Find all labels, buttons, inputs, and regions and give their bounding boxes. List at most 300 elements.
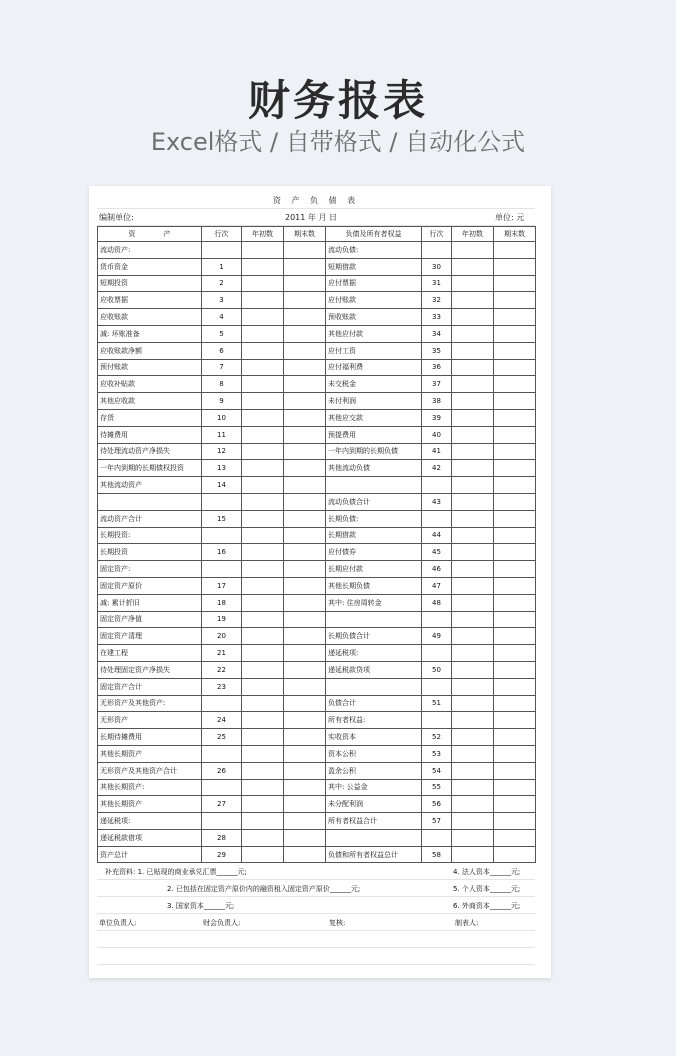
- supp-line-6: 6. 外商资本______元;: [453, 902, 521, 911]
- supp-line-5: 5. 个人资本______元;: [453, 885, 521, 894]
- liability-opening-cell: [452, 258, 494, 275]
- asset-item: 流动资产合计: [98, 510, 202, 527]
- liability-closing-cell: [494, 678, 536, 695]
- liability-closing-cell: [494, 695, 536, 712]
- liability-item: 其他流动负债: [326, 460, 422, 477]
- report-date: 2011 年 月 日: [285, 213, 337, 222]
- liability-line-no: 30: [422, 258, 452, 275]
- asset-closing-cell: [284, 796, 326, 813]
- liability-line-no: 57: [422, 813, 452, 830]
- asset-item: 其他长期资产:: [98, 779, 202, 796]
- asset-opening-cell: [242, 796, 284, 813]
- liability-item: [326, 611, 422, 628]
- asset-closing-cell: [284, 477, 326, 494]
- hero-title: 财务报表: [247, 76, 428, 125]
- asset-line-no: 22: [202, 661, 242, 678]
- asset-line-no: 9: [202, 393, 242, 410]
- table-row: [98, 645, 536, 662]
- asset-line-no: [202, 493, 242, 510]
- liability-closing-cell: [494, 661, 536, 678]
- asset-line-no: 28: [202, 829, 242, 846]
- liability-line-no: [422, 678, 452, 695]
- hero-subtitle: Excel格式 / 自带格式 / 自动化公式: [150, 128, 526, 156]
- liability-item: 长期负债:: [326, 510, 422, 527]
- signature-preparer: 制表人:: [455, 919, 479, 928]
- asset-item: 其他长期资产: [98, 745, 202, 762]
- liability-item: 递延税款贷项: [326, 661, 422, 678]
- liability-line-no: [422, 477, 452, 494]
- asset-item: 无形资产及其他资产合计: [98, 762, 202, 779]
- table-header-row: [98, 227, 536, 242]
- asset-line-no: 5: [202, 325, 242, 342]
- header-line-no-right: 行次: [422, 227, 452, 242]
- liability-item: [326, 678, 422, 695]
- liability-closing-cell: [494, 762, 536, 779]
- asset-item: 其他流动资产: [98, 477, 202, 494]
- liability-opening-cell: [452, 729, 494, 746]
- asset-closing-cell: [284, 779, 326, 796]
- spreadsheet-preview: [89, 186, 551, 978]
- asset-line-no: 17: [202, 577, 242, 594]
- asset-closing-cell: [284, 762, 326, 779]
- header-liabilities: 负债及所有者权益: [326, 227, 422, 242]
- asset-opening-cell: [242, 443, 284, 460]
- liability-item: [326, 829, 422, 846]
- liability-line-no: 39: [422, 409, 452, 426]
- supplementary-info: [97, 863, 535, 965]
- asset-closing-cell: [284, 325, 326, 342]
- table-row: [98, 426, 536, 443]
- signature-unit-head: 单位负责人:: [99, 919, 137, 928]
- asset-item: 资产总计: [98, 846, 202, 863]
- asset-closing-cell: [284, 661, 326, 678]
- liability-item: 负债合计: [326, 695, 422, 712]
- asset-line-no: 16: [202, 544, 242, 561]
- table-row: [98, 544, 536, 561]
- asset-line-no: 23: [202, 678, 242, 695]
- asset-closing-cell: [284, 829, 326, 846]
- document-meta: [97, 209, 535, 226]
- liability-opening-cell: [452, 409, 494, 426]
- header-opening-right: 年初数: [452, 227, 494, 242]
- asset-opening-cell: [242, 292, 284, 309]
- liability-line-no: 31: [422, 275, 452, 292]
- liability-opening-cell: [452, 695, 494, 712]
- asset-item: 其他应收款: [98, 393, 202, 410]
- liability-line-no: 52: [422, 729, 452, 746]
- asset-line-no: [202, 695, 242, 712]
- liability-opening-cell: [452, 242, 494, 259]
- asset-item: 应收票据: [98, 292, 202, 309]
- table-row: [98, 527, 536, 544]
- liability-item: 所有者权益合计: [326, 813, 422, 830]
- asset-line-no: 11: [202, 426, 242, 443]
- table-row: [98, 460, 536, 477]
- asset-closing-cell: [284, 359, 326, 376]
- liability-item: 未付利润: [326, 393, 422, 410]
- liability-closing-cell: [494, 712, 536, 729]
- asset-closing-cell: [284, 712, 326, 729]
- asset-line-no: 20: [202, 628, 242, 645]
- asset-item: 流动资产:: [98, 242, 202, 259]
- table-row: [98, 594, 536, 611]
- liability-item: 短期借款: [326, 258, 422, 275]
- asset-item: 减: 坏账准备: [98, 325, 202, 342]
- asset-line-no: [202, 745, 242, 762]
- table-row: [98, 796, 536, 813]
- asset-closing-cell: [284, 376, 326, 393]
- asset-item: 长期待摊费用: [98, 729, 202, 746]
- asset-line-no: [202, 813, 242, 830]
- liability-item: 应付票据: [326, 275, 422, 292]
- liability-item: 预收账款: [326, 309, 422, 326]
- asset-item: 长期投资: [98, 544, 202, 561]
- liability-closing-cell: [494, 544, 536, 561]
- liability-line-no: 37: [422, 376, 452, 393]
- asset-opening-cell: [242, 275, 284, 292]
- balance-sheet-table: [97, 226, 536, 863]
- liability-line-no: 49: [422, 628, 452, 645]
- liability-closing-cell: [494, 561, 536, 578]
- liability-opening-cell: [452, 443, 494, 460]
- asset-item: 应收补贴款: [98, 376, 202, 393]
- liability-line-no: 51: [422, 695, 452, 712]
- table-row: [98, 745, 536, 762]
- asset-closing-cell: [284, 846, 326, 863]
- header-line-no: 行次: [202, 227, 242, 242]
- asset-closing-cell: [284, 813, 326, 830]
- asset-opening-cell: [242, 745, 284, 762]
- table-row: [98, 561, 536, 578]
- table-row: [98, 242, 536, 259]
- asset-line-no: 15: [202, 510, 242, 527]
- liability-opening-cell: [452, 342, 494, 359]
- liability-opening-cell: [452, 426, 494, 443]
- asset-item: 一年内到期的长期债权投资: [98, 460, 202, 477]
- liability-item: 其他应付款: [326, 325, 422, 342]
- liability-line-no: 42: [422, 460, 452, 477]
- asset-opening-cell: [242, 829, 284, 846]
- liability-opening-cell: [452, 712, 494, 729]
- asset-closing-cell: [284, 611, 326, 628]
- liability-opening-cell: [452, 645, 494, 662]
- liability-closing-cell: [494, 325, 536, 342]
- asset-item: 货币资金: [98, 258, 202, 275]
- asset-closing-cell: [284, 275, 326, 292]
- header-closing: 期末数: [284, 227, 326, 242]
- asset-line-no: 27: [202, 796, 242, 813]
- liability-line-no: [422, 510, 452, 527]
- liability-line-no: 44: [422, 527, 452, 544]
- liability-closing-cell: [494, 477, 536, 494]
- asset-opening-cell: [242, 813, 284, 830]
- asset-closing-cell: [284, 393, 326, 410]
- liability-opening-cell: [452, 544, 494, 561]
- liability-item: 其中: 住房周转金: [326, 594, 422, 611]
- asset-closing-cell: [284, 544, 326, 561]
- liability-item: 预提费用: [326, 426, 422, 443]
- liability-line-no: 32: [422, 292, 452, 309]
- liability-item: [326, 477, 422, 494]
- table-row: [98, 292, 536, 309]
- liability-closing-cell: [494, 359, 536, 376]
- asset-line-no: 29: [202, 846, 242, 863]
- asset-opening-cell: [242, 779, 284, 796]
- liability-closing-cell: [494, 376, 536, 393]
- asset-opening-cell: [242, 762, 284, 779]
- unit-label: 编制单位:: [99, 213, 134, 222]
- liability-closing-cell: [494, 342, 536, 359]
- asset-line-no: 6: [202, 342, 242, 359]
- asset-item: 待处理流动资产净损失: [98, 443, 202, 460]
- asset-item: 固定资产清理: [98, 628, 202, 645]
- asset-line-no: 10: [202, 409, 242, 426]
- supp-line-3: 3. 国家资本______元;: [167, 902, 235, 911]
- liability-opening-cell: [452, 846, 494, 863]
- asset-closing-cell: [284, 695, 326, 712]
- asset-item: 应收账款净额: [98, 342, 202, 359]
- asset-item: 固定资产净值: [98, 611, 202, 628]
- table-row: [98, 712, 536, 729]
- liability-item: 负债和所有者权益总计: [326, 846, 422, 863]
- liability-closing-cell: [494, 409, 536, 426]
- asset-closing-cell: [284, 678, 326, 695]
- asset-closing-cell: [284, 258, 326, 275]
- table-row: [98, 510, 536, 527]
- liability-opening-cell: [452, 393, 494, 410]
- asset-opening-cell: [242, 544, 284, 561]
- table-row: [98, 829, 536, 846]
- liability-closing-cell: [494, 796, 536, 813]
- asset-opening-cell: [242, 325, 284, 342]
- liability-line-no: 34: [422, 325, 452, 342]
- asset-closing-cell: [284, 745, 326, 762]
- liability-item: 应付福利费: [326, 359, 422, 376]
- liability-item: 未分配利润: [326, 796, 422, 813]
- liability-item: 应付账款: [326, 292, 422, 309]
- liability-line-no: 58: [422, 846, 452, 863]
- asset-line-no: [202, 527, 242, 544]
- asset-opening-cell: [242, 628, 284, 645]
- liability-item: 应付工资: [326, 342, 422, 359]
- asset-item: 待处理固定资产净损失: [98, 661, 202, 678]
- liability-item: 未交税金: [326, 376, 422, 393]
- asset-closing-cell: [284, 493, 326, 510]
- liability-line-no: 55: [422, 779, 452, 796]
- asset-line-no: 1: [202, 258, 242, 275]
- asset-item: [98, 493, 202, 510]
- liability-opening-cell: [452, 460, 494, 477]
- asset-opening-cell: [242, 695, 284, 712]
- liability-line-no: 45: [422, 544, 452, 561]
- liability-closing-cell: [494, 393, 536, 410]
- liability-opening-cell: [452, 477, 494, 494]
- liability-opening-cell: [452, 309, 494, 326]
- table-row: [98, 275, 536, 292]
- liability-opening-cell: [452, 661, 494, 678]
- liability-opening-cell: [452, 510, 494, 527]
- liability-opening-cell: [452, 829, 494, 846]
- asset-opening-cell: [242, 527, 284, 544]
- asset-closing-cell: [284, 594, 326, 611]
- supp-line-1: 补充资料: 1. 已贴现的商业承兑汇票______元;: [105, 868, 247, 877]
- liability-item: 流动负债合计: [326, 493, 422, 510]
- supp-line-4: 4. 法人资本______元;: [453, 868, 521, 877]
- liability-item: 资本公积: [326, 745, 422, 762]
- asset-item: 长期投资:: [98, 527, 202, 544]
- asset-opening-cell: [242, 393, 284, 410]
- liability-opening-cell: [452, 745, 494, 762]
- liability-opening-cell: [452, 325, 494, 342]
- liability-opening-cell: [452, 678, 494, 695]
- liability-item: 其中: 公益金: [326, 779, 422, 796]
- asset-item: 待摊费用: [98, 426, 202, 443]
- asset-line-no: 21: [202, 645, 242, 662]
- liability-closing-cell: [494, 275, 536, 292]
- header-opening: 年初数: [242, 227, 284, 242]
- signature-finance-head: 财会负责人:: [203, 919, 241, 928]
- table-row: [98, 729, 536, 746]
- table-row: [98, 577, 536, 594]
- table-row: [98, 762, 536, 779]
- table-row: [98, 393, 536, 410]
- asset-item: 减: 累计折旧: [98, 594, 202, 611]
- liability-closing-cell: [494, 779, 536, 796]
- asset-closing-cell: [284, 645, 326, 662]
- liability-opening-cell: [452, 762, 494, 779]
- asset-closing-cell: [284, 628, 326, 645]
- liability-closing-cell: [494, 493, 536, 510]
- liability-opening-cell: [452, 527, 494, 544]
- liability-opening-cell: [452, 577, 494, 594]
- asset-closing-cell: [284, 409, 326, 426]
- asset-opening-cell: [242, 493, 284, 510]
- liability-item: 实收资本: [326, 729, 422, 746]
- asset-line-no: 24: [202, 712, 242, 729]
- asset-closing-cell: [284, 729, 326, 746]
- asset-closing-cell: [284, 426, 326, 443]
- asset-closing-cell: [284, 577, 326, 594]
- asset-item: 预付账款: [98, 359, 202, 376]
- liability-closing-cell: [494, 443, 536, 460]
- liability-item: 递延税项:: [326, 645, 422, 662]
- asset-item: 固定资产原价: [98, 577, 202, 594]
- liability-closing-cell: [494, 846, 536, 863]
- asset-opening-cell: [242, 594, 284, 611]
- asset-opening-cell: [242, 477, 284, 494]
- table-row: [98, 846, 536, 863]
- asset-opening-cell: [242, 258, 284, 275]
- table-row: [98, 813, 536, 830]
- table-row: [98, 628, 536, 645]
- asset-closing-cell: [284, 443, 326, 460]
- liability-closing-cell: [494, 813, 536, 830]
- liability-item: 长期借款: [326, 527, 422, 544]
- asset-line-no: [202, 779, 242, 796]
- liability-item: 盈余公积: [326, 762, 422, 779]
- asset-closing-cell: [284, 242, 326, 259]
- liability-line-no: [422, 242, 452, 259]
- asset-opening-cell: [242, 460, 284, 477]
- asset-item: 短期投资: [98, 275, 202, 292]
- asset-closing-cell: [284, 292, 326, 309]
- asset-opening-cell: [242, 678, 284, 695]
- liability-opening-cell: [452, 275, 494, 292]
- asset-opening-cell: [242, 342, 284, 359]
- liability-closing-cell: [494, 745, 536, 762]
- liability-opening-cell: [452, 611, 494, 628]
- asset-opening-cell: [242, 510, 284, 527]
- liability-line-no: 38: [422, 393, 452, 410]
- liability-line-no: 41: [422, 443, 452, 460]
- asset-item: 存货: [98, 409, 202, 426]
- asset-line-no: 13: [202, 460, 242, 477]
- liability-line-no: [422, 712, 452, 729]
- asset-closing-cell: [284, 527, 326, 544]
- asset-opening-cell: [242, 846, 284, 863]
- liability-item: 应付债券: [326, 544, 422, 561]
- asset-line-no: 3: [202, 292, 242, 309]
- asset-line-no: 4: [202, 309, 242, 326]
- liability-item: 所有者权益:: [326, 712, 422, 729]
- document-title: 资 产 负 债 表: [97, 194, 535, 209]
- asset-line-no: 19: [202, 611, 242, 628]
- asset-opening-cell: [242, 712, 284, 729]
- asset-opening-cell: [242, 645, 284, 662]
- table-row: [98, 443, 536, 460]
- asset-closing-cell: [284, 561, 326, 578]
- liability-item: 流动负债:: [326, 242, 422, 259]
- liability-item: 其他应交款: [326, 409, 422, 426]
- liability-line-no: [422, 645, 452, 662]
- liability-line-no: 53: [422, 745, 452, 762]
- table-row: [98, 376, 536, 393]
- liability-item: 长期应付款: [326, 561, 422, 578]
- asset-opening-cell: [242, 611, 284, 628]
- liability-line-no: 46: [422, 561, 452, 578]
- liability-opening-cell: [452, 376, 494, 393]
- liability-line-no: 56: [422, 796, 452, 813]
- asset-line-no: [202, 561, 242, 578]
- liability-closing-cell: [494, 611, 536, 628]
- table-row: [98, 325, 536, 342]
- liability-opening-cell: [452, 594, 494, 611]
- asset-closing-cell: [284, 342, 326, 359]
- asset-item: 递延税款借项: [98, 829, 202, 846]
- liability-closing-cell: [494, 594, 536, 611]
- asset-closing-cell: [284, 510, 326, 527]
- asset-opening-cell: [242, 309, 284, 326]
- table-row: [98, 611, 536, 628]
- asset-line-no: 12: [202, 443, 242, 460]
- table-row: [98, 258, 536, 275]
- supp-line-2: 2. 已包括在固定资产原价内的融资租入固定资产原价______元;: [167, 885, 361, 894]
- liability-closing-cell: [494, 242, 536, 259]
- liability-opening-cell: [452, 813, 494, 830]
- liability-opening-cell: [452, 796, 494, 813]
- table-row: [98, 409, 536, 426]
- table-row: [98, 661, 536, 678]
- liability-line-no: 48: [422, 594, 452, 611]
- liability-item: 长期负债合计: [326, 628, 422, 645]
- liability-opening-cell: [452, 292, 494, 309]
- asset-opening-cell: [242, 561, 284, 578]
- asset-opening-cell: [242, 426, 284, 443]
- asset-line-no: 18: [202, 594, 242, 611]
- liability-line-no: [422, 611, 452, 628]
- asset-item: 其他长期资产: [98, 796, 202, 813]
- asset-line-no: [202, 242, 242, 259]
